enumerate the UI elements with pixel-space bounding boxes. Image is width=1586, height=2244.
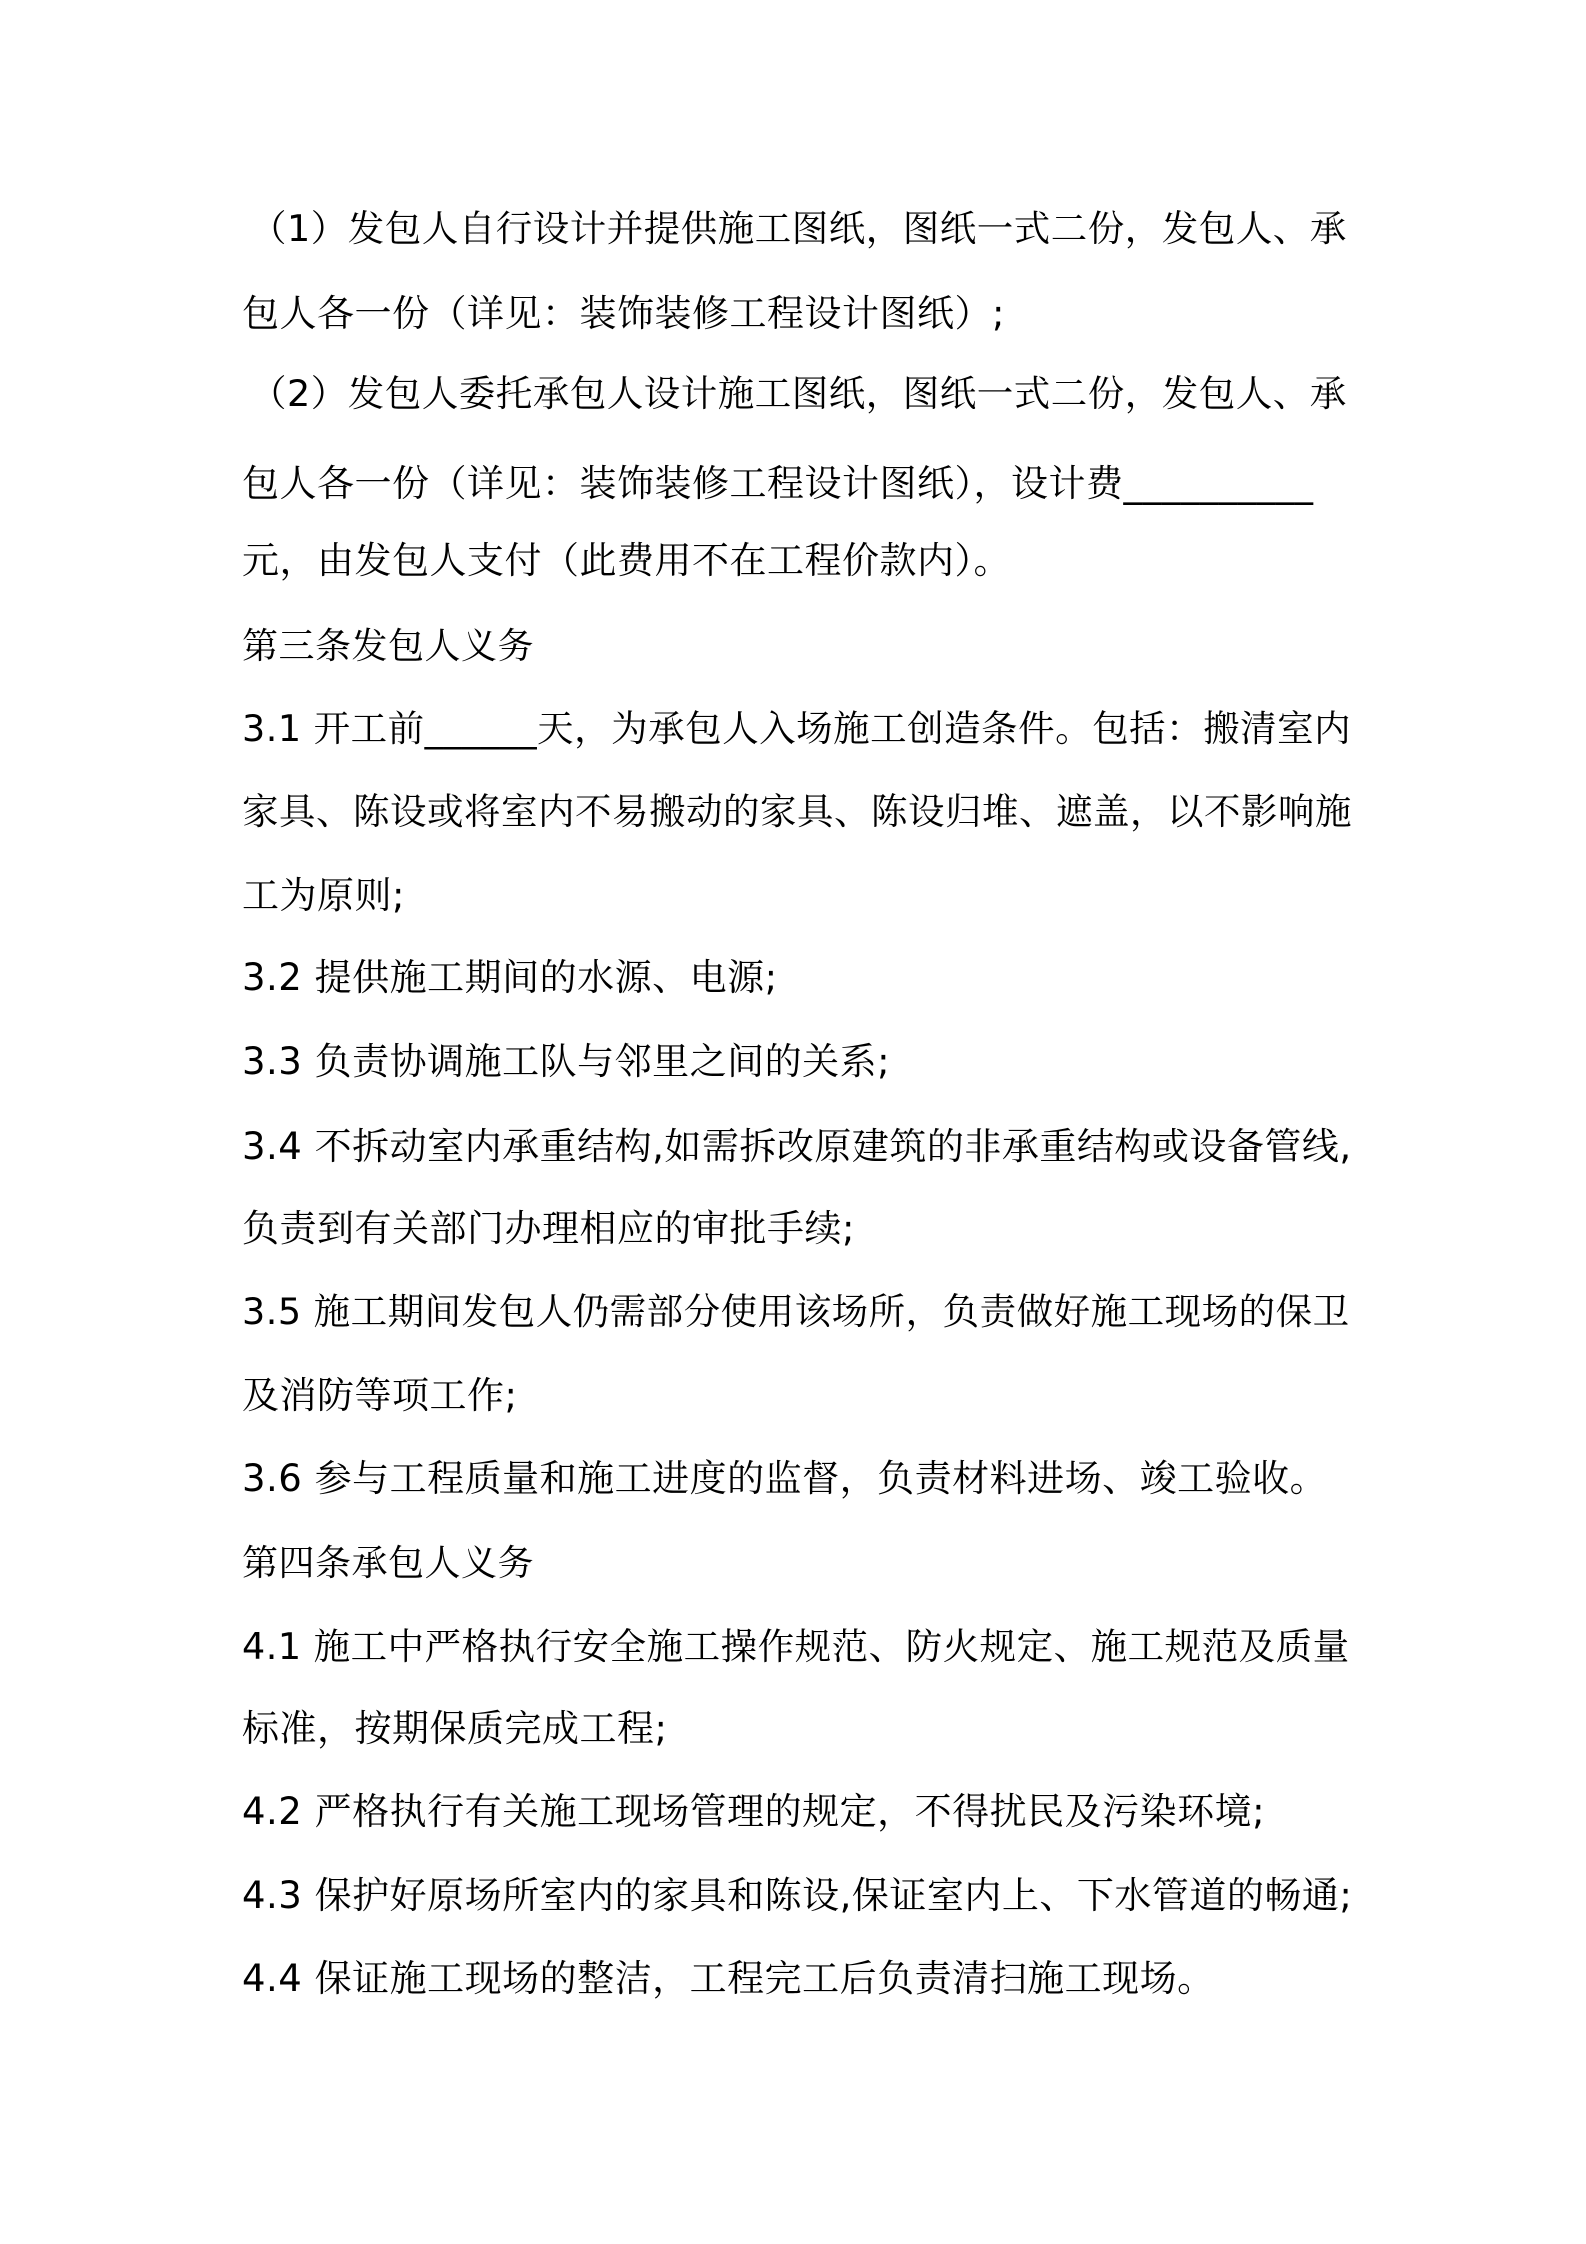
clause-line: 3.6 参与工程质量和施工进度的监督，负责材料进场、竣工验收。 [242,1457,1328,1500]
clause-line: 家具、陈设或将室内不易搬动的家具、陈设归堆、遮盖，以不影响施 [242,790,1352,833]
paragraph-line: 包人各一份（详见：装饰装修工程设计图纸），设计费__________ [242,462,1314,505]
clause-line: 4.2 严格执行有关施工现场管理的规定，不得扰民及污染环境; [242,1790,1266,1833]
section-heading: 第四条承包人义务 [242,1543,535,1584]
paragraph-line: 元，由发包人支付（此费用不在工程价款内）。 [242,539,1011,582]
clause-line: 4.1 施工中严格执行安全施工操作规范、防火规定、施工规范及质量 [242,1625,1350,1668]
clause-line: 及消防等项工作; [242,1374,518,1417]
clause-line: 3.1 开工前______天，为承包人入场施工创造条件。包括：搬清室内 [242,707,1352,750]
clause-line: 工为原则; [242,874,405,917]
section-heading: 第三条发包人义务 [242,626,535,667]
clause-line: 4.3 保护好原场所室内的家具和陈设,保证室内上、下水管道的畅通; [242,1874,1353,1917]
paragraph-line: （2）发包人委托承包人设计施工图纸，图纸一式二份，发包人、承 [250,372,1347,415]
clause-line: 4.4 保证施工现场的整洁，工程完工后负责清扫施工现场。 [242,1957,1215,2000]
clause-line: 标准，按期保质完成工程; [242,1707,668,1750]
clause-line: 3.3 负责协调施工队与邻里之间的关系; [242,1040,891,1083]
clause-line: 3.2 提供施工期间的水源、电源; [242,956,778,999]
paragraph-line: （1）发包人自行设计并提供施工图纸，图纸一式二份，发包人、承 [250,207,1347,250]
clause-line: 负责到有关部门办理相应的审批手续; [242,1207,855,1250]
clause-line: 3.5 施工期间发包人仍需部分使用该场所，负责做好施工现场的保卫 [242,1290,1350,1333]
paragraph-line: 包人各一份（详见：装饰装修工程设计图纸）; [242,292,1005,335]
clause-line: 3.4 不拆动室内承重结构,如需拆改原建筑的非承重结构或设备管线, [242,1125,1352,1168]
